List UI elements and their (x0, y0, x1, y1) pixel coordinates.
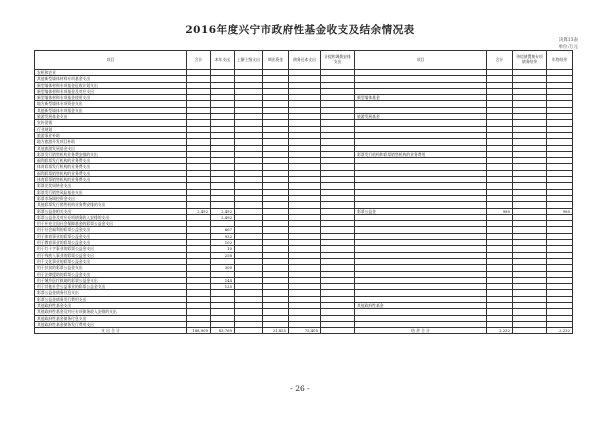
cell-item-2: 结 余 合 计 (355, 328, 487, 334)
header-transfer-out: 调出资金 (263, 51, 289, 70)
cell-item: 体育彩票发行机构的业务费支出 (35, 164, 187, 170)
cell-item: 彩票公益金相关支出 (35, 208, 187, 214)
unit-label: 单位:万元 (558, 45, 578, 50)
cell-item: 用于残疾人事业的彩票公益金支出 (35, 252, 187, 258)
cell-value: 21,855 (263, 328, 289, 334)
cell-item: 其他政府性基金债务发行费用支出 (35, 321, 187, 327)
cell-item: 宣传促销 (35, 120, 187, 126)
cell-item: 其他旅游发展基金支出 (35, 145, 187, 151)
cell-item: 新型墙体材料专项基金及对应支出 (35, 88, 187, 94)
cell-item-2: 新型墙体基金 (355, 95, 487, 101)
fund-table (34, 50, 573, 334)
cell-value: 2,492 (187, 208, 211, 214)
table-header-row (35, 51, 573, 70)
cell-item: 用于红十字事业的彩票公益金支出 (35, 246, 187, 252)
cell-value: 932 (211, 233, 235, 239)
cell-item: 用于体育事业的彩票公益金支出 (35, 233, 187, 239)
cell-value: 83,769 (211, 328, 235, 334)
cell-item: 地方新型墙体专项资金支出 (35, 101, 187, 107)
cell-item: 新型墙体材料专项基金征收计划支出 (35, 82, 187, 88)
cell-item: 用于补充全国社会保障基金的彩票公益金支出 (35, 221, 187, 227)
cell-value: 102 (211, 240, 235, 246)
cell-item: 彩票发行销售机构业务费安排的支出 (35, 151, 187, 157)
header-remit-superior: 上解上级支出 (235, 51, 263, 70)
cell-item: 其他彩票发行销售机构业务费安排的支出 (35, 202, 187, 208)
cell-item: 支 出 合 计 (35, 328, 187, 334)
cell-item: 彩票公益金及对应专项债务收入安排的支出 (35, 214, 187, 220)
cell-value: 75,405 (289, 328, 321, 334)
cell-item: 彩票公益金债务发行费用支出 (35, 296, 187, 302)
page-number: - 26 - (290, 384, 310, 393)
cell-value-2: 980 (487, 208, 513, 214)
cell-item-2: 彩票公益金 (355, 208, 487, 214)
header-debt-balance: 待偿债置换专项债务结余 (513, 51, 547, 70)
document-title: 2016年度兴宁市政府性基金收支及结余情况表 (185, 24, 415, 36)
cell-item: 地方旅游开发项目补助 (35, 139, 187, 145)
cell-item: 用于文化事业的彩票公益金支出 (35, 258, 187, 264)
cell-value: 125 (211, 284, 235, 290)
cell-value-2: 2,232 (487, 328, 513, 334)
cell-item: 用于法律援助的彩票公益金支出 (35, 271, 187, 277)
cell-item: 其他政府性基金支出 (35, 302, 187, 308)
header-total-2: 合计 (487, 51, 513, 70)
cell-item: 用于城乡医疗救助的彩票公益金支出 (35, 277, 187, 283)
cell-value-2: 2,232 (547, 328, 573, 334)
cell-item: 福利彩票销售机构的业务费支出 (35, 170, 187, 176)
cell-item: 其他政府性基金及对应专项债务收入安排的支出 (35, 309, 187, 315)
cell-value-2: 980 (547, 208, 573, 214)
cell-item: 彩票发行销售风险基金支出 (35, 189, 187, 195)
cell-value: 300 (211, 265, 235, 271)
cell-item-2: 其他政府性基金 (355, 302, 487, 308)
table-code: 决算13表 (558, 38, 578, 43)
cell-item: 旅游事业补助 (35, 132, 187, 138)
cell-value: 667 (211, 227, 235, 233)
cell-item: 其他政府性基金债务付息支出 (35, 315, 187, 321)
cell-item: 福利彩票发行机构的业务费支出 (35, 158, 187, 164)
header-item-2: 项目 (355, 51, 487, 70)
cell-value: 188,909 (187, 328, 211, 334)
header-item: 项目 (35, 51, 187, 70)
table-total-row (35, 328, 573, 334)
cell-item: 旅游发展基金支出 (35, 114, 187, 120)
cell-value: 258 (211, 252, 235, 258)
cell-item: 用于扶贫的彩票公益金支出 (35, 265, 187, 271)
header-total: 合计 (187, 51, 211, 70)
header-provision: 计提和调拨安排支出 (321, 51, 355, 70)
cell-item-2: 旅游发展基金 (355, 114, 487, 120)
cell-value-2 (513, 328, 547, 334)
cell-value: 2,492 (211, 214, 235, 220)
cell-value: 144 (211, 277, 235, 283)
cell-item: 新型墙体材料专项基金使用支出 (35, 95, 187, 101)
cell-item: 彩票兑奖周转金支出 (35, 183, 187, 189)
cell-value (321, 328, 355, 334)
cell-item: 彩票公益金债务付息支出 (35, 290, 187, 296)
cell-value: 2,492 (211, 208, 235, 214)
cell-item: 农机和农业 (35, 70, 187, 76)
cell-value (235, 328, 263, 334)
cell-item: 体育彩票销售机构的业务费支出 (35, 177, 187, 183)
cell-item: 用于教育事业的彩票公益金支出 (35, 240, 187, 246)
cell-item: 彩票市场调控资金支出 (35, 195, 187, 201)
cell-item: 用于社会福利的彩票公益金支出 (35, 227, 187, 233)
cell-value: 10 (211, 246, 235, 252)
cell-item: 用于其他社会公益事业的彩票公益金支出 (35, 284, 187, 290)
cell-item: 其他新型墙体专项基金支出 (35, 107, 187, 113)
cell-item: 其他新型墙体材料专项基金支出 (35, 76, 187, 82)
cell-item-2: 彩票发行机构和彩票销售机构的业务费用 (355, 151, 487, 157)
header-debt-principal: 债务还本支出 (289, 51, 321, 70)
header-current-expenditure: 本年支出 (211, 51, 235, 70)
header-year-end-balance: 年终结余 (547, 51, 573, 70)
cell-item: 行业规划 (35, 126, 187, 132)
